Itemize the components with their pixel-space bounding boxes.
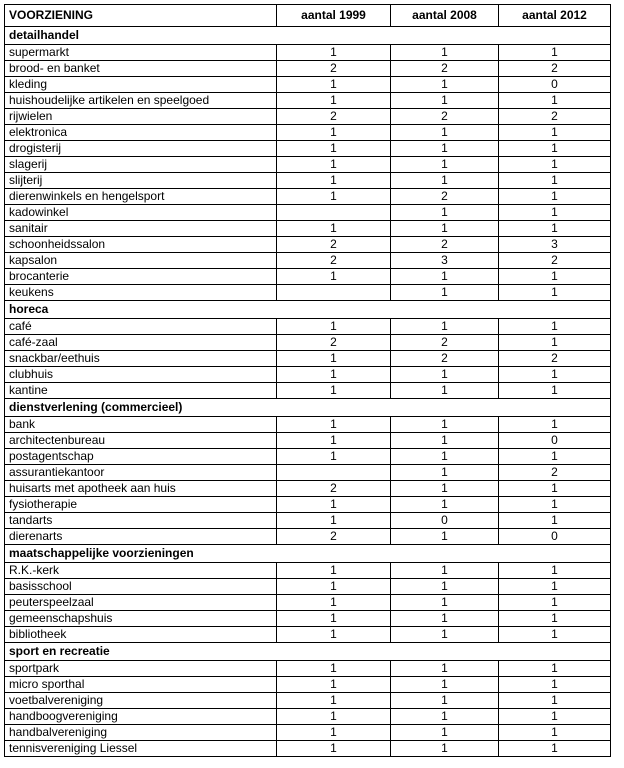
count-2012-cell: 1 [499,449,611,465]
count-1999-cell [277,205,391,221]
count-2008-cell: 2 [391,189,499,205]
count-1999-cell: 1 [277,173,391,189]
count-1999-cell: 1 [277,693,391,709]
facility-name-cell: peuterspeelzaal [5,595,277,611]
count-2012-cell: 1 [499,417,611,433]
table-row [5,383,611,399]
section-title: maatschappelijke voorzieningen [5,545,611,563]
facility-name-cell: café-zaal [5,335,277,351]
table-row [5,253,611,269]
header-voorziening: VOORZIENING [5,5,277,27]
table-row [5,319,611,335]
table-row [5,221,611,237]
count-1999-cell: 1 [277,45,391,61]
count-2008-cell: 1 [391,661,499,677]
count-2008-cell: 3 [391,253,499,269]
count-1999-cell [277,465,391,481]
table-row [5,141,611,157]
count-2012-cell: 0 [499,77,611,93]
count-2012-cell: 1 [499,661,611,677]
section-row [5,545,611,563]
count-2012-cell: 1 [499,141,611,157]
count-2008-cell: 1 [391,465,499,481]
count-2008-cell: 1 [391,529,499,545]
count-2012-cell: 1 [499,497,611,513]
count-2008-cell: 1 [391,627,499,643]
facility-name-cell: handbalvereniging [5,725,277,741]
count-1999-cell: 2 [277,61,391,77]
table-row [5,677,611,693]
count-2012-cell: 1 [499,221,611,237]
count-2012-cell: 1 [499,677,611,693]
table-row [5,367,611,383]
table-row [5,237,611,253]
table-row [5,595,611,611]
section-title: detailhandel [5,27,611,45]
count-2008-cell: 0 [391,513,499,529]
facility-name-cell: kadowinkel [5,205,277,221]
count-2012-cell: 1 [499,157,611,173]
count-2012-cell: 1 [499,367,611,383]
count-2012-cell: 1 [499,205,611,221]
count-2008-cell: 2 [391,109,499,125]
facility-name-cell: architectenbureau [5,433,277,449]
facility-name-cell: kapsalon [5,253,277,269]
count-1999-cell: 1 [277,367,391,383]
count-2012-cell: 0 [499,433,611,449]
table-row [5,61,611,77]
count-2008-cell: 1 [391,611,499,627]
facility-name-cell: schoonheidssalon [5,237,277,253]
facility-name-cell: slagerij [5,157,277,173]
section-row [5,301,611,319]
count-2012-cell: 1 [499,611,611,627]
count-1999-cell: 1 [277,661,391,677]
count-2012-cell: 1 [499,93,611,109]
table-row [5,189,611,205]
facility-name-cell: elektronica [5,125,277,141]
table-row [5,741,611,757]
table-body [5,5,611,757]
table-row [5,465,611,481]
count-2012-cell: 2 [499,351,611,367]
facility-name-cell: café [5,319,277,335]
table-row [5,45,611,61]
count-2008-cell: 1 [391,741,499,757]
facility-name-cell: huisarts met apotheek aan huis [5,481,277,497]
count-2008-cell: 2 [391,237,499,253]
count-1999-cell: 1 [277,157,391,173]
count-2008-cell: 1 [391,157,499,173]
facility-name-cell: micro sporthal [5,677,277,693]
count-1999-cell: 1 [277,141,391,157]
facility-name-cell: bank [5,417,277,433]
count-2012-cell: 1 [499,125,611,141]
facility-name-cell: R.K.-kerk [5,563,277,579]
count-1999-cell: 1 [277,77,391,93]
count-2012-cell: 1 [499,383,611,399]
table-row [5,563,611,579]
table-row [5,125,611,141]
count-1999-cell: 1 [277,383,391,399]
count-2012-cell: 1 [499,173,611,189]
count-1999-cell: 2 [277,529,391,545]
facility-name-cell: kantine [5,383,277,399]
count-2008-cell: 1 [391,269,499,285]
count-1999-cell: 1 [277,677,391,693]
count-2008-cell: 1 [391,205,499,221]
facility-name-cell: brocanterie [5,269,277,285]
facility-name-cell: tennisvereniging Liessel [5,741,277,757]
table-row [5,93,611,109]
count-1999-cell: 1 [277,709,391,725]
count-2012-cell: 1 [499,319,611,335]
count-1999-cell: 1 [277,351,391,367]
count-2012-cell: 1 [499,741,611,757]
count-1999-cell: 1 [277,611,391,627]
section-title: horeca [5,301,611,319]
count-2012-cell: 1 [499,513,611,529]
count-2008-cell: 2 [391,351,499,367]
table-row [5,157,611,173]
voorzieningen-table [4,4,611,757]
facility-name-cell: snackbar/eethuis [5,351,277,367]
count-2008-cell: 1 [391,677,499,693]
count-2008-cell: 1 [391,595,499,611]
facility-name-cell: handboogvereniging [5,709,277,725]
count-2012-cell: 1 [499,285,611,301]
facility-name-cell: rijwielen [5,109,277,125]
count-2008-cell: 1 [391,417,499,433]
header-aantal-1999: aantal 1999 [277,5,391,27]
section-title: sport en recreatie [5,643,611,661]
count-2008-cell: 1 [391,579,499,595]
count-2012-cell: 1 [499,45,611,61]
count-2012-cell: 1 [499,269,611,285]
count-1999-cell: 1 [277,595,391,611]
count-2008-cell: 1 [391,285,499,301]
table-row [5,109,611,125]
count-2008-cell: 1 [391,449,499,465]
count-2008-cell: 1 [391,221,499,237]
count-2008-cell: 1 [391,77,499,93]
table-row [5,417,611,433]
count-1999-cell: 1 [277,221,391,237]
section-row [5,399,611,417]
count-2008-cell: 1 [391,433,499,449]
count-1999-cell: 1 [277,741,391,757]
table-row [5,513,611,529]
count-2012-cell: 2 [499,109,611,125]
facility-name-cell: postagentschap [5,449,277,465]
count-1999-cell: 1 [277,417,391,433]
count-2012-cell: 1 [499,725,611,741]
count-1999-cell: 1 [277,513,391,529]
count-2008-cell: 1 [391,93,499,109]
facility-name-cell: sportpark [5,661,277,677]
facility-name-cell: keukens [5,285,277,301]
count-1999-cell: 2 [277,237,391,253]
count-1999-cell: 2 [277,253,391,269]
table-row [5,351,611,367]
count-2008-cell: 1 [391,173,499,189]
count-1999-cell [277,285,391,301]
count-1999-cell: 1 [277,189,391,205]
table-row [5,173,611,189]
table-row [5,205,611,221]
count-1999-cell: 1 [277,563,391,579]
facility-name-cell: kleding [5,77,277,93]
count-2012-cell: 0 [499,529,611,545]
facility-name-cell: supermarkt [5,45,277,61]
facility-name-cell: voetbalvereniging [5,693,277,709]
count-1999-cell: 1 [277,319,391,335]
count-1999-cell: 1 [277,433,391,449]
count-1999-cell: 1 [277,269,391,285]
table-row [5,725,611,741]
count-2012-cell: 1 [499,579,611,595]
count-2012-cell: 3 [499,237,611,253]
facility-name-cell: sanitair [5,221,277,237]
count-2008-cell: 1 [391,319,499,335]
count-2008-cell: 1 [391,693,499,709]
table-row [5,285,611,301]
facility-name-cell: slijterij [5,173,277,189]
count-2012-cell: 1 [499,563,611,579]
facility-name-cell: brood- en banket [5,61,277,77]
count-1999-cell: 1 [277,579,391,595]
count-2008-cell: 1 [391,563,499,579]
count-2012-cell: 1 [499,189,611,205]
section-title: dienstverlening (commercieel) [5,399,611,417]
section-row [5,27,611,45]
count-1999-cell: 2 [277,335,391,351]
section-row [5,643,611,661]
facility-name-cell: dierenwinkels en hengelsport [5,189,277,205]
count-1999-cell: 2 [277,109,391,125]
count-1999-cell: 1 [277,449,391,465]
count-2008-cell: 1 [391,45,499,61]
table-row [5,497,611,513]
facility-name-cell: dierenarts [5,529,277,545]
count-2008-cell: 1 [391,481,499,497]
count-2008-cell: 1 [391,725,499,741]
count-2008-cell: 1 [391,367,499,383]
count-1999-cell: 1 [277,93,391,109]
count-1999-cell: 2 [277,481,391,497]
table-row [5,433,611,449]
table-row [5,627,611,643]
table-row [5,611,611,627]
count-1999-cell: 1 [277,725,391,741]
facility-name-cell: tandarts [5,513,277,529]
table-row [5,529,611,545]
header-aantal-2012: aantal 2012 [499,5,611,27]
facility-name-cell: basisschool [5,579,277,595]
count-1999-cell: 1 [277,125,391,141]
count-2012-cell: 1 [499,481,611,497]
table-row [5,77,611,93]
count-2008-cell: 2 [391,61,499,77]
table-row [5,335,611,351]
table-row [5,449,611,465]
header-row [5,5,611,27]
count-2012-cell: 1 [499,595,611,611]
count-2008-cell: 1 [391,709,499,725]
table-row [5,579,611,595]
count-2012-cell: 1 [499,709,611,725]
count-2008-cell: 2 [391,335,499,351]
count-2012-cell: 1 [499,627,611,643]
count-2012-cell: 1 [499,693,611,709]
count-2012-cell: 1 [499,335,611,351]
count-2012-cell: 2 [499,253,611,269]
count-2008-cell: 1 [391,383,499,399]
facility-name-cell: clubhuis [5,367,277,383]
facility-name-cell: gemeenschapshuis [5,611,277,627]
header-aantal-2008: aantal 2008 [391,5,499,27]
count-2012-cell: 2 [499,465,611,481]
count-1999-cell: 1 [277,627,391,643]
count-1999-cell: 1 [277,497,391,513]
table-row [5,269,611,285]
facility-name-cell: assurantiekantoor [5,465,277,481]
facility-name-cell: bibliotheek [5,627,277,643]
count-2008-cell: 1 [391,141,499,157]
table-row [5,481,611,497]
facility-name-cell: drogisterij [5,141,277,157]
count-2008-cell: 1 [391,125,499,141]
table-row [5,661,611,677]
facility-name-cell: fysiotherapie [5,497,277,513]
table-row [5,693,611,709]
table-row [5,709,611,725]
count-2008-cell: 1 [391,497,499,513]
count-2012-cell: 2 [499,61,611,77]
facility-name-cell: huishoudelijke artikelen en speelgoed [5,93,277,109]
